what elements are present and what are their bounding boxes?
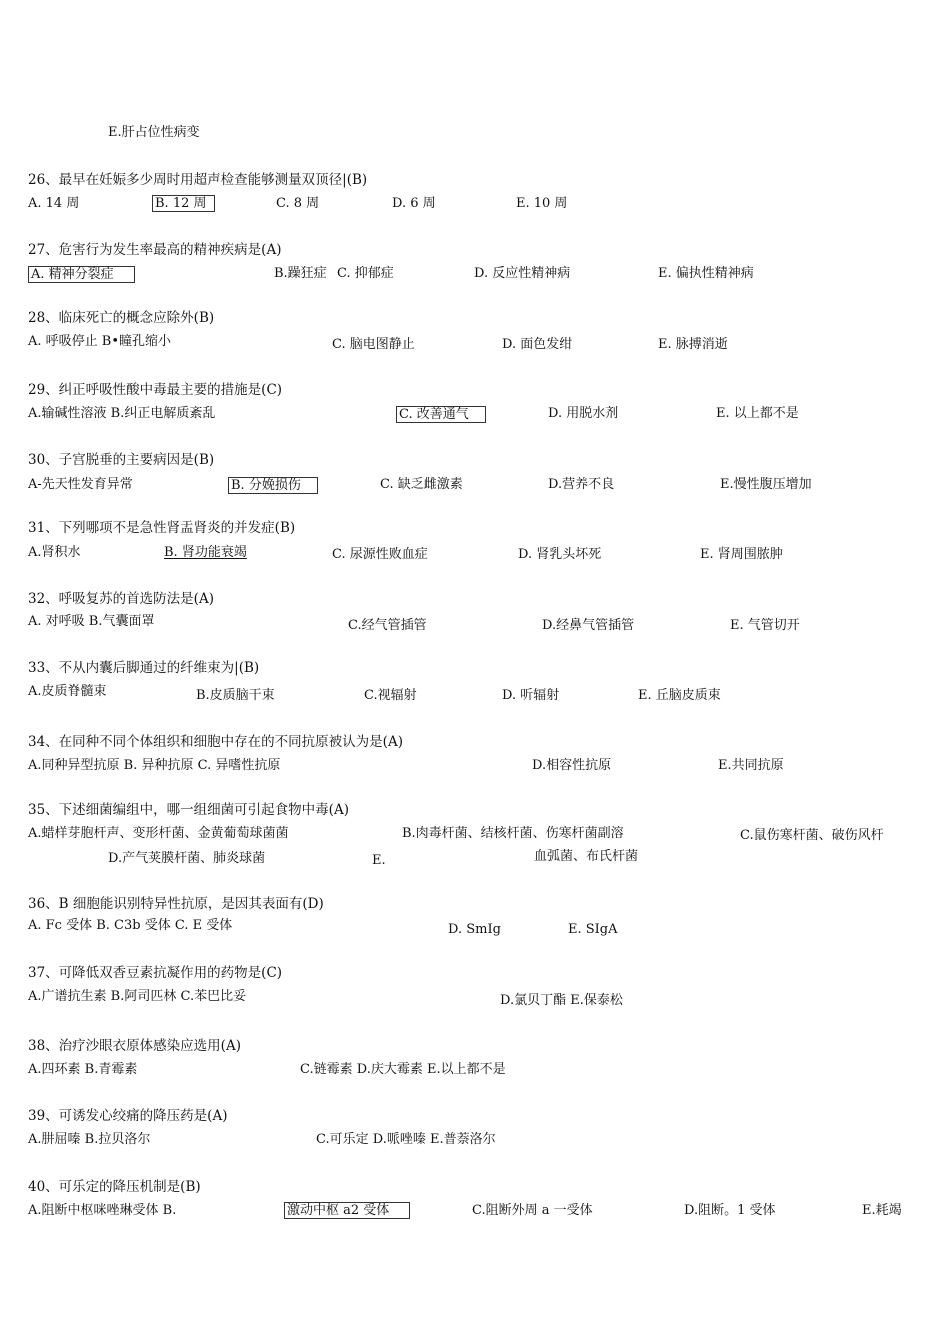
option-text: C. 脑电图静止: [332, 337, 415, 352]
option-text: C.鼠伤寒杆菌、破伤风杆: [740, 828, 884, 843]
option-text: D. 反应性精神病: [474, 266, 571, 281]
option-text: E.耗竭: [862, 1203, 902, 1218]
option-text: D. 6 周: [392, 196, 436, 211]
option-text: C.阻断外周 a 一受体: [472, 1203, 593, 1218]
option-text: E. 以上都不是: [716, 406, 799, 421]
option-text: B.皮质脑干束: [196, 688, 275, 703]
option-text: A.四环素 B.青霉素: [28, 1062, 138, 1077]
option-text: D. 听辐射: [502, 688, 560, 703]
question-text: 35、下述细菌编组中，哪一组细菌可引起食物中毒(A): [28, 802, 349, 818]
option-text: 血弧菌、布氏杆菌: [534, 849, 639, 864]
option-text: C. 缺乏雌激素: [380, 477, 463, 492]
option-text: A. 呼吸停止 B•瞳孔缩小: [28, 334, 172, 349]
option-text: D. 肾乳头坏死: [518, 547, 602, 562]
option-text: A.广谱抗生素 B.阿司匹林 C.苯巴比妥: [28, 989, 247, 1004]
question-text: 27、危害行为发生率最高的精神疾病是(A): [28, 242, 282, 258]
option-text: D. 用脱水剂: [548, 406, 619, 421]
question-text: 32、呼吸复苏的首选防法是(A): [28, 591, 214, 607]
option-text: C.视辐射: [364, 688, 417, 703]
option-text: A.肾积水: [28, 545, 81, 560]
option-text: D.营养不良: [548, 477, 615, 492]
question-text: 28、临床死亡的概念应除外(B): [28, 310, 215, 326]
option-text: D.相容性抗原: [532, 758, 612, 773]
option-text: E. 气管切开: [730, 618, 800, 633]
option-text: E. 脉搏消逝: [658, 337, 728, 352]
option-text: C.可乐定 D.哌唑嗪 E.普萘洛尔: [316, 1132, 496, 1147]
option-text: A. Fc 受体 B. C3b 受体 C. E 受体: [28, 918, 233, 933]
option-text: A. 14 周: [28, 196, 80, 211]
option-text: D. 面色发绀: [502, 337, 573, 352]
question-text: 29、纠正呼吸性酸中毒最主要的措施是(C): [28, 382, 283, 398]
option-text: E.肝占位性病变: [108, 125, 200, 140]
answer-underlined: B. 肾功能衰竭: [164, 545, 247, 560]
option-text: E.共同抗原: [718, 758, 784, 773]
option-text: A.肼屈嗪 B.拉贝洛尔: [28, 1132, 151, 1147]
question-text: 38、治疗沙眼衣原体感染应选用(A): [28, 1038, 241, 1054]
option-text: D. SmIg: [448, 922, 501, 937]
option-text: A.同种异型抗原 B. 异种抗原 C. 异嗜性抗原: [28, 758, 281, 773]
question-text: 39、可诱发心绞痛的降压药是(A): [28, 1108, 228, 1124]
question-text: 36、B 细胞能识别特异性抗原，是因其表面有(D): [28, 896, 324, 912]
option-text: A.阻断中枢咪唑琳受体 B.: [28, 1203, 177, 1218]
question-text: 37、可降低双香豆素抗凝作用的药物是(C): [28, 965, 283, 981]
option-text: E. SIgA: [568, 922, 618, 937]
option-text: E. 肾周围脓肿: [700, 547, 783, 562]
option-text: D.经鼻气管插管: [542, 618, 635, 633]
option-text: C. 8 周: [276, 196, 320, 211]
option-text: A. 对呼吸 B.气囊面罩: [28, 614, 155, 629]
answer-box: B. 分娩损伤: [228, 477, 318, 494]
option-text: B.躁狂症: [274, 266, 327, 281]
option-text: E.: [372, 853, 386, 868]
option-text: A.蜡样芽胞杆声、变形杆菌、金黄葡萄球菌菌: [28, 826, 289, 841]
option-text: E. 丘脑皮质束: [638, 688, 721, 703]
option-text: E. 10 周: [516, 196, 568, 211]
question-text: 33、不从内囊后脚通过的纤维束为|(B): [28, 660, 260, 676]
option-text: E. 偏执性精神病: [658, 266, 754, 281]
option-text: D.产气荚膜杆菌、肺炎球菌: [108, 851, 266, 866]
answer-box: A. 精神分裂症: [28, 266, 135, 283]
answer-box: B. 12 周: [152, 195, 215, 212]
option-text: E.慢性腹压增加: [720, 477, 812, 492]
question-text: 40、可乐定的降压机制是(B): [28, 1179, 201, 1195]
answer-box: C. 改善通气: [396, 406, 486, 423]
option-text: A-先天性发育异常: [28, 477, 133, 492]
option-text: C.链霉素 D.庆大霉素 E.以上都不是: [300, 1062, 506, 1077]
question-text: 30、子宫脱垂的主要病因是(B): [28, 452, 215, 468]
answer-box: 激动中枢 a2 受体: [284, 1202, 410, 1219]
question-text: 26、最早在妊娠多少周时用超声检查能够测量双顶径|(B): [28, 172, 368, 188]
option-text: C. 抑郁症: [337, 266, 394, 281]
question-text: 31、下列哪项不是急性肾盂肾炎的并发症(B): [28, 520, 296, 536]
option-text: D.阻断。1 受体: [684, 1203, 776, 1218]
option-text: A.皮质脊髓束: [28, 684, 107, 699]
option-text: D.氯贝丁酯 E.保泰松: [500, 993, 623, 1008]
option-text: A.输碱性溶液 B.纠正电解质紊乱: [28, 406, 216, 421]
option-text: C. 尿源性败血症: [332, 547, 428, 562]
option-text: B.肉毒杆菌、结核杆菌、伤寒杆菌副溶: [402, 826, 624, 841]
option-text: C.经气管插管: [348, 618, 427, 633]
question-text: 34、在同种不同个体组织和细胞中存在的不同抗原被认为是(A): [28, 734, 403, 750]
